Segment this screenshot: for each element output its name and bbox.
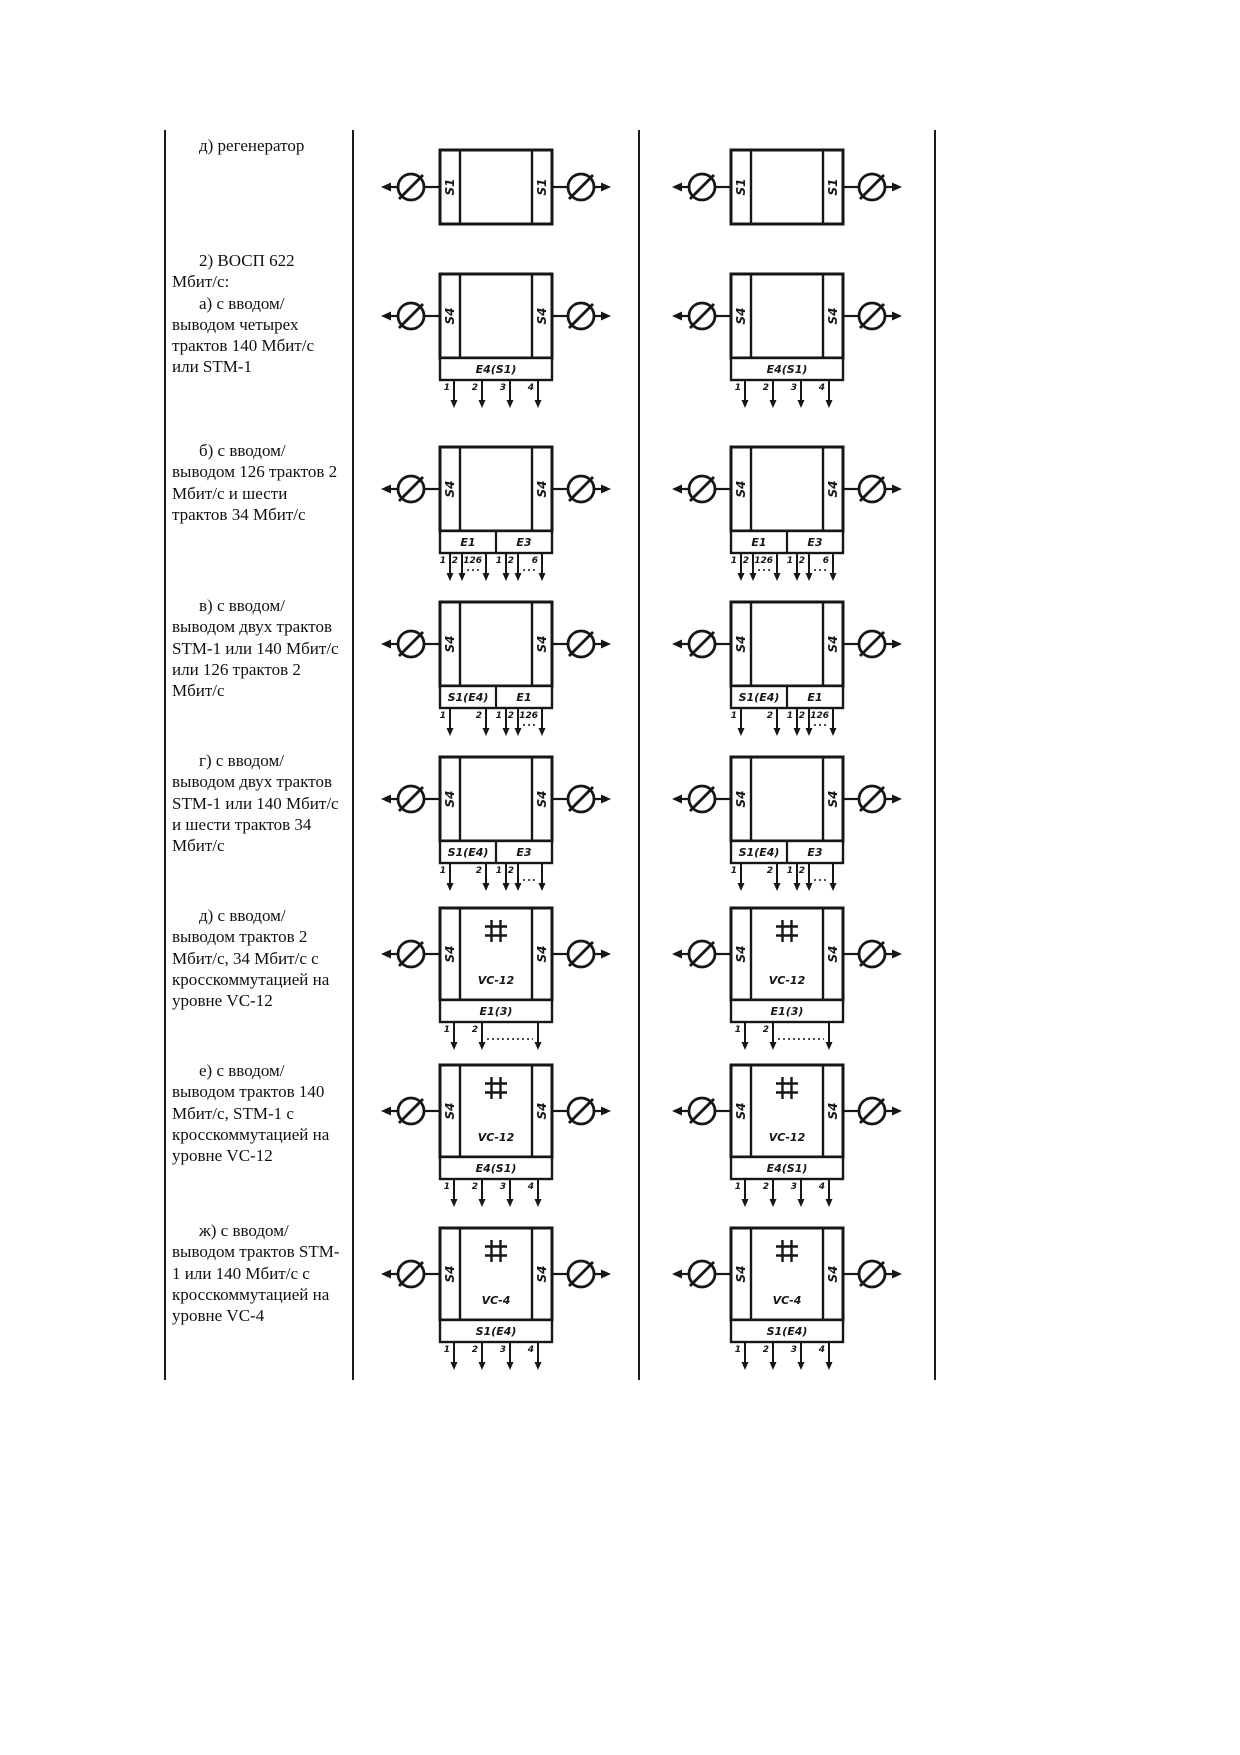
tributary-arrow-icon [826,1179,833,1207]
aggregate-port-label: S4 [734,945,748,962]
description-paragraph: а) с вводом/выводом четырех трактов 140 Мбит/с или STM-1 [172,293,315,377]
description-paragraph: в) с вводом/выводом двух трактов STM-1 или 140 Мбит/с или 126 трактов 2 Мбит/с [172,596,339,700]
tributary-arrow-icon [451,380,458,408]
tributary-arrow-icon [826,380,833,408]
east-arrowhead-icon [892,1269,902,1278]
table-row [166,590,934,745]
tributary-interface-label: E1(3) [479,1004,513,1018]
aggregate-port-label: S4 [826,635,840,652]
tributary-interface-label: E4(S1) [766,363,808,376]
mux-crossconnect-diagram [669,1222,905,1374]
tributary-number-label: 2 [798,710,805,721]
optical-connector-icon [859,941,885,967]
east-arrowhead-icon [601,949,611,958]
diagram-cell-right [638,435,934,590]
table-row [166,435,934,590]
tributary-arrow-icon [479,380,486,408]
description-paragraph: е) с вводом/выводом трактов 140 Мбит/с, STM-1 с кросскоммутацией на уровне VC-12 [172,1061,330,1165]
aggregate-port-label: S4 [734,480,748,497]
row-description [166,1215,352,1380]
diagram-cell-right [638,1215,934,1380]
aggregate-port-label: S1 [535,178,549,195]
tributary-arrow-icon [770,1022,777,1050]
tributary-arrow-icon [535,1342,542,1370]
tributary-arrow-icon [770,1179,777,1207]
tributary-arrow-icon [451,1179,458,1207]
aggregate-port-label: S4 [443,480,457,497]
tributary-number-label: 126 [810,710,829,721]
aggregate-port-label: S4 [443,790,457,807]
tributary-arrow-icon [479,1022,486,1050]
optical-connector-icon [859,303,885,329]
aggregate-port-label: S4 [535,790,549,807]
optical-connector-icon [859,631,885,657]
tributary-arrow-icon [770,1342,777,1370]
tributary-number-label: 2 [507,710,514,721]
tributary-arrow-icon [483,863,490,891]
tributary-number-label: 2 [475,710,482,721]
tributary-number-label: 1 [730,710,737,721]
tributary-number-label: 1 [443,1344,450,1355]
mux-diagram [378,596,614,740]
optical-connector-icon [859,1261,885,1287]
tributary-number-label: 2 [451,555,458,566]
optical-connector-icon [398,174,424,200]
tributary-arrow-icon [479,1179,486,1207]
tributary-number-label: 1 [495,555,502,566]
tributary-arrow-icon [806,553,813,581]
tributary-interface-label: E4(S1) [475,363,517,376]
row-description [166,130,352,245]
tributary-number-label: 126 [754,555,773,566]
tributary-number-label: 3 [499,1344,506,1355]
optical-connector-icon [689,476,715,502]
tributary-interface-label: S1(E4) [475,1324,517,1338]
tributary-number-label: 2 [742,555,749,566]
tributary-number-label: 2 [762,383,769,393]
aggregate-port-label: S4 [734,1265,748,1282]
regenerator-diagram [378,144,614,232]
mux-crossconnect-diagram [378,902,614,1054]
tributary-number-label: 1 [495,710,502,721]
tributary-arrow-icon [535,380,542,408]
tributary-number-label: 6 [822,555,829,566]
tributary-number-label: 1 [786,710,793,721]
diagram-cell-right [638,245,934,435]
tributary-number-label: 6 [531,555,538,566]
tributary-number-label: 2 [507,865,514,876]
east-arrowhead-icon [601,182,611,191]
aggregate-port-label: S4 [826,307,840,325]
optical-connector-icon [568,303,594,329]
aggregate-port-label: S1 [826,178,840,195]
optical-connector-icon [568,941,594,967]
tributary-number-label: 1 [439,865,446,876]
tributary-number-label: 4 [818,383,825,393]
tributary-interface-label: E3 [807,845,823,859]
diagram-cell-right [638,590,934,745]
tributary-number-label: 3 [790,1344,797,1355]
tributary-arrow-icon [742,1022,749,1050]
tributary-number-label: 2 [766,710,773,721]
tributary-arrow-icon [826,1342,833,1370]
optical-connector-icon [568,1098,594,1124]
row-description [166,435,352,590]
aggregate-port-label: S4 [826,1265,840,1282]
tributary-number-label: 3 [499,1182,506,1192]
content-table [164,130,936,1380]
tributary-interface-label: E3 [516,535,532,549]
optical-connector-icon [568,174,594,200]
tributary-number-label: 1 [786,865,793,876]
optical-connector-icon [568,476,594,502]
tributary-arrow-icon [483,553,490,581]
optical-connector-icon [859,786,885,812]
tributary-arrow-icon [507,1342,514,1370]
tributary-arrow-icon [535,1179,542,1207]
description-paragraph: б) с вводом/выводом 126 трактов 2 Мбит/с и шести трактов 34 Мбит/с [172,441,338,524]
tributary-number-label: 4 [527,1182,534,1192]
table-row [166,1055,934,1215]
description-paragraph: 2) ВОСП 622 Мбит/с: [172,251,295,292]
tributary-number-label: 2 [471,1344,478,1355]
tributary-arrow-icon [830,553,837,581]
mux-diagram [669,268,905,412]
aggregate-port-label: S4 [826,945,840,962]
tributary-arrow-icon [742,1179,749,1207]
tributary-number-label: 1 [439,555,446,566]
description-paragraph: ж) с вводом/выводом трактов STM-1 или 140 Мбит/с с кросскоммутацией на уровне VC-4 [172,1221,340,1325]
tributary-arrow-icon [774,863,781,891]
tributary-number-label: 1 [443,1024,450,1035]
tributary-arrow-icon [451,1342,458,1370]
east-arrowhead-icon [892,794,902,803]
diagram-cell-middle [352,1055,638,1215]
tributary-interface-label: E3 [807,535,823,549]
aggregate-port-label: S4 [443,1102,457,1120]
tributary-number-label: 126 [519,710,538,721]
regenerator-diagram [669,144,905,232]
aggregate-port-label: S4 [734,635,748,652]
aggregate-port-label: S4 [535,480,549,497]
east-arrowhead-icon [892,484,902,493]
tributary-arrow-icon [447,863,454,891]
tributary-number-label: 1 [734,1344,741,1355]
optical-connector-icon [568,786,594,812]
description-paragraph: г) с вводом/выводом двух трактов STM-1 или 140 Мбит/с и шести трактов 34 Мбит/с [172,751,339,855]
tributary-interface-label: E1 [516,690,532,704]
optical-connector-icon [689,941,715,967]
aggregate-port-label: S4 [443,1265,457,1282]
tributary-number-label: 1 [734,1182,741,1192]
mux-diagram [378,441,614,585]
row-description [166,1055,352,1215]
tributary-arrow-icon [774,708,781,736]
diagram-cell-middle [352,1215,638,1380]
tributary-number-label: 2 [471,1182,478,1192]
tributary-arrow-icon [515,553,522,581]
diagram-cell-middle [352,435,638,590]
row-description [166,745,352,900]
tributary-arrow-icon [539,553,546,581]
aggregate-port-label: S4 [443,635,457,652]
tributary-arrow-icon [507,380,514,408]
tributary-number-label: 2 [762,1024,769,1035]
aggregate-port-label: S4 [535,945,549,962]
optical-connector-icon [398,1261,424,1287]
tributary-arrow-icon [479,1342,486,1370]
optical-connector-icon [398,303,424,329]
tributary-number-label: 3 [790,1182,797,1192]
aggregate-port-label: S1 [443,178,457,195]
tributary-number-label: 1 [443,383,450,393]
mux-diagram [669,441,905,585]
tributary-arrow-icon [539,863,546,891]
mux-diagram [378,268,614,412]
east-arrowhead-icon [601,484,611,493]
tributary-interface-label: E4(S1) [766,1162,808,1175]
tributary-arrow-icon [447,708,454,736]
tributary-number-label: 1 [439,710,446,721]
tributary-number-label: 2 [766,865,773,876]
aggregate-port-label: S4 [443,307,457,325]
aggregate-port-label: S4 [535,1265,549,1282]
tributary-arrow-icon [738,708,745,736]
tributary-interface-label: E4(S1) [475,1162,517,1175]
diagram-cell-right [638,900,934,1055]
tributary-number-label: 1 [734,383,741,393]
tributary-interface-label: S1(E4) [447,690,489,704]
cross-connect-level-label: VC-12 [477,973,515,987]
optical-connector-icon [568,1261,594,1287]
optical-connector-icon [689,631,715,657]
tributary-arrow-icon [483,708,490,736]
aggregate-port-label: S4 [826,790,840,807]
tributary-interface-label: S1(E4) [738,690,780,704]
tributary-number-label: 4 [818,1182,825,1192]
aggregate-port-label: S4 [734,307,748,325]
tributary-number-label: 1 [495,865,502,876]
tributary-arrow-icon [451,1022,458,1050]
diagram-cell-middle [352,130,638,245]
tributary-interface-label: E1(3) [770,1004,804,1018]
tributary-interface-label: E1 [460,535,476,549]
diagram-cell-middle [352,745,638,900]
east-arrowhead-icon [601,1107,611,1116]
tributary-number-label: 2 [475,865,482,876]
optical-connector-icon [398,476,424,502]
optical-connector-icon [689,1098,715,1124]
aggregate-port-label: S4 [535,1102,549,1120]
row-description [166,900,352,1055]
optical-connector-icon [689,303,715,329]
aggregate-port-label: S4 [826,480,840,497]
optical-connector-icon [859,476,885,502]
tributary-number-label: 2 [798,555,805,566]
tributary-interface-label: E1 [751,535,767,549]
tributary-arrow-icon [535,1022,542,1050]
east-arrowhead-icon [601,794,611,803]
mux-diagram [378,751,614,895]
tributary-number-label: 2 [798,865,805,876]
tributary-number-label: 1 [730,865,737,876]
east-arrowhead-icon [892,949,902,958]
tributary-arrow-icon [806,863,813,891]
tributary-arrow-icon [770,380,777,408]
tributary-arrow-icon [798,380,805,408]
optical-connector-icon [689,1261,715,1287]
east-arrowhead-icon [601,312,611,321]
tributary-number-label: 3 [790,383,797,393]
optical-connector-icon [568,631,594,657]
description-paragraph: д) регенератор [199,136,305,155]
tributary-arrow-icon [742,380,749,408]
table-row [166,245,934,435]
diagram-cell-right [638,1055,934,1215]
tributary-arrow-icon [507,1179,514,1207]
row-description [166,245,352,435]
tributary-arrow-icon [830,708,837,736]
diagram-cell-right [638,745,934,900]
optical-connector-icon [859,174,885,200]
tributary-number-label: 2 [471,383,478,393]
cross-connect-level-label: VC-12 [768,1131,806,1144]
diagram-cell-right [638,130,934,245]
tributary-arrow-icon [798,1179,805,1207]
table-row [166,130,934,245]
east-arrowhead-icon [892,182,902,191]
optical-connector-icon [689,174,715,200]
optical-connector-icon [859,1098,885,1124]
diagram-cell-middle [352,590,638,745]
tributary-number-label: 4 [527,383,534,393]
mux-crossconnect-diagram [378,1059,614,1211]
tributary-number-label: 1 [734,1024,741,1035]
table-row [166,900,934,1055]
east-arrowhead-icon [892,312,902,321]
east-arrowhead-icon [892,639,902,648]
cross-connect-level-label: VC-4 [481,1293,511,1307]
diagram-cell-middle [352,245,638,435]
mux-crossconnect-diagram [378,1222,614,1374]
east-arrowhead-icon [601,1269,611,1278]
row-description [166,590,352,745]
tributary-number-label: 3 [499,383,506,393]
aggregate-port-label: S4 [535,307,549,325]
cross-connect-level-label: VC-12 [477,1131,515,1144]
tributary-interface-label: E1 [807,690,823,704]
aggregate-port-label: S4 [535,635,549,652]
tributary-number-label: 1 [786,555,793,566]
tributary-arrow-icon [774,553,781,581]
aggregate-port-label: S4 [443,945,457,962]
mux-crossconnect-diagram [669,902,905,1054]
tributary-arrow-icon [515,863,522,891]
aggregate-port-label: S4 [734,1102,748,1120]
tributary-interface-label: E3 [516,845,532,859]
tributary-arrow-icon [830,863,837,891]
mux-crossconnect-diagram [669,1059,905,1211]
east-arrowhead-icon [601,639,611,648]
tributary-number-label: 4 [527,1344,534,1355]
tributary-arrow-icon [826,1022,833,1050]
tributary-number-label: 4 [818,1344,825,1355]
aggregate-port-label: S4 [826,1102,840,1120]
aggregate-port-label: S4 [734,790,748,807]
table-row [166,745,934,900]
tributary-number-label: 2 [762,1344,769,1355]
mux-diagram [669,596,905,740]
description-paragraph: д) с вводом/выводом трактов 2 Мбит/с, 34 Мбит/с с кросскоммутацией на уровне VC-12 [172,906,330,1010]
optical-connector-icon [398,786,424,812]
tributary-interface-label: S1(E4) [447,845,489,859]
tributary-arrow-icon [798,1342,805,1370]
optical-connector-icon [398,1098,424,1124]
tributary-interface-label: S1(E4) [738,845,780,859]
optical-connector-icon [398,941,424,967]
tributary-number-label: 1 [443,1182,450,1192]
optical-connector-icon [689,786,715,812]
tributary-number-label: 2 [762,1182,769,1192]
tributary-interface-label: S1(E4) [766,1324,808,1338]
diagram-cell-middle [352,900,638,1055]
tributary-arrow-icon [742,1342,749,1370]
tributary-number-label: 1 [730,555,737,566]
tributary-arrow-icon [539,708,546,736]
optical-connector-icon [398,631,424,657]
table-row [166,1215,934,1380]
east-arrowhead-icon [892,1107,902,1116]
cross-connect-level-label: VC-12 [768,973,806,987]
tributary-number-label: 2 [507,555,514,566]
tributary-arrow-icon [738,863,745,891]
tributary-number-label: 126 [463,555,482,566]
cross-connect-level-label: VC-4 [772,1293,802,1307]
mux-diagram [669,751,905,895]
tributary-number-label: 2 [471,1024,478,1035]
aggregate-port-label: S1 [734,178,748,195]
